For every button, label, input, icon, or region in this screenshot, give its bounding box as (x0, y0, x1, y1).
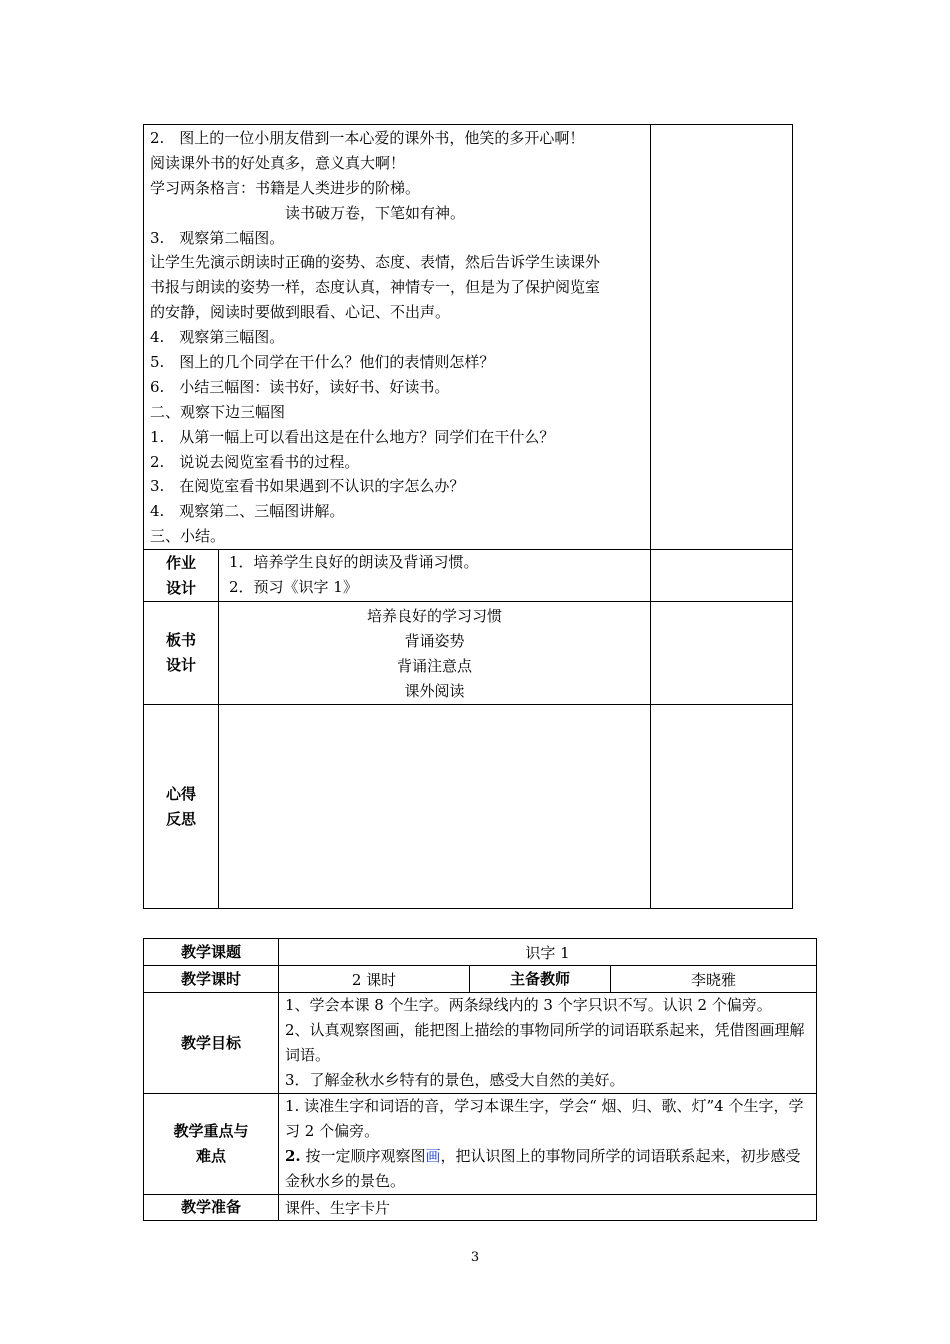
procedure-line: 读书破万卷，下笔如有神。 (150, 203, 466, 222)
board-line: 背诵姿势 (404, 632, 465, 651)
procedure-line: 3. 在阅览室看书如果遇到不认识的字怎么办？ (150, 477, 465, 496)
procedure-line: 学习两条格言：书籍是人类进步的阶梯。 (150, 178, 421, 197)
goal-item: 3．了解金秋水乡特有的景色，感受大自然的美好。 (285, 1071, 625, 1089)
topic-value: 识字 1 (279, 939, 817, 966)
homework-cell (219, 550, 651, 602)
procedure-line: 三、小结。 (150, 527, 226, 546)
hours-label: 教学课时 (144, 966, 279, 993)
procedure-line: 6. 小结三幅图：读书好，读好书、好读书。 (150, 377, 450, 396)
keypoints-label: 教学重点与 难点 (144, 1094, 279, 1195)
highlighted-char: 画 (425, 1147, 441, 1165)
notes-cell (651, 705, 793, 909)
hours-value: 2 课时 (279, 966, 470, 993)
procedure-line: 2. 说说去阅览室看书的过程。 (150, 452, 360, 471)
procedure-line: 3. 观察第二幅图。 (150, 228, 285, 247)
reflection-cell (219, 705, 651, 909)
lesson-plan-table-continued (143, 124, 793, 909)
notes-cell (651, 125, 793, 550)
goal-item: 2、认真观察图画，能把图上描绘的事物同所学的词语联系起来，凭借图画理解词语。 (285, 1021, 805, 1064)
teacher-value: 李晓雅 (611, 966, 817, 993)
keypoint-number: 2. (285, 1147, 301, 1165)
reflection-label: 心得 反思 (144, 705, 219, 909)
procedure-cell (144, 125, 651, 550)
notes-cell (651, 602, 793, 705)
procedure-line: 1. 从第一幅上可以看出这是在什么地方？同学们在干什么？ (150, 427, 555, 446)
procedure-line: 2. 图上的一位小朋友借到一本心爱的课外书，他笑的多开心啊！ (150, 129, 585, 147)
procedure-line: 的安静，阅读时要做到眼看、心记、不出声。 (150, 303, 451, 322)
teacher-label: 主备教师 (470, 966, 611, 993)
notes-cell (651, 550, 793, 602)
keypoints-cell (279, 1094, 817, 1195)
procedure-line: 4. 观察第三幅图。 (150, 328, 285, 347)
homework-label: 作业 设计 (144, 550, 219, 602)
procedure-line: 书报与朗读的姿势一样，态度认真，神情专一，但是为了保护阅览室 (150, 278, 601, 297)
board-label: 板书 设计 (144, 602, 219, 705)
goal-item: 1、学会本课 8 个生字。两条绿线内的 3 个字只识不写。认识 2 个偏旁。 (285, 996, 772, 1014)
lesson-info-table (143, 938, 817, 1221)
page-number: 3 (470, 1250, 480, 1265)
keypoint-item: 2. 按一定顺序观察图画，把认识图上的事物同所学的词语联系起来，初步感受金秋水乡的景色。 (285, 1147, 801, 1190)
goals-cell (279, 993, 817, 1094)
homework-item: 1．培养学生良好的朗读及背诵习惯。 (229, 553, 479, 572)
prep-label: 教学准备 (144, 1195, 279, 1221)
procedure-line: 4. 观察第二、三幅图讲解。 (150, 502, 345, 521)
homework-item: 2．预习《识字 1》 (229, 578, 358, 597)
board-line: 培养良好的学习习惯 (367, 607, 503, 626)
topic-label: 教学课题 (144, 939, 279, 966)
prep-value: 课件、生字卡片 (279, 1195, 817, 1221)
procedure-line: 5. 图上的几个同学在干什么？他们的表情则怎样？ (150, 353, 495, 372)
goals-label: 教学目标 (144, 993, 279, 1094)
keypoint-item: 1. 读准生字和词语的音，学习本课生字，学会“ 烟、归、歌、灯”4 个生字，学习 2 个偏旁。 (285, 1097, 804, 1140)
procedure-line: 二、观察下边三幅图 (150, 402, 286, 421)
board-cell (219, 602, 651, 705)
board-line: 课外阅读 (404, 681, 465, 700)
procedure-line: 让学生先演示朗读时正确的姿势、态度、表情，然后告诉学生读课外 (150, 253, 601, 272)
procedure-line: 阅读课外书的好处真多，意义真大啊！ (150, 153, 406, 172)
board-line: 背诵注意点 (397, 656, 473, 675)
